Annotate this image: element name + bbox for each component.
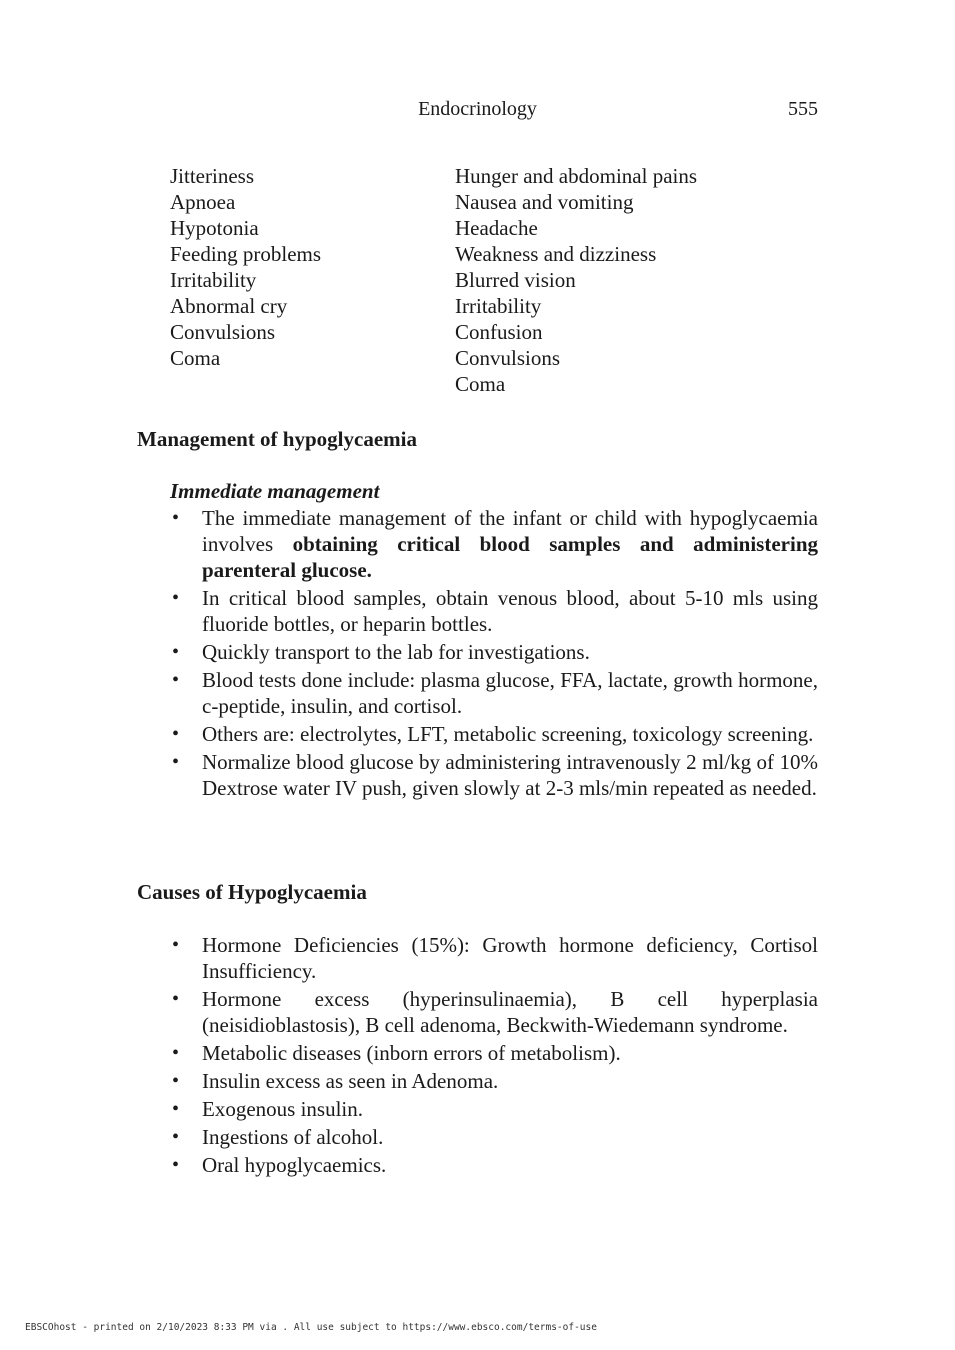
list-item: • Blood tests done include: plasma glucose, FFA, lactate, growth hormone, c-peptide, insulin, and cortisol. [170,667,818,719]
symptom-item: Jitteriness [170,164,254,188]
symptom-item: Convulsions [170,320,276,344]
symptom-item: Irritability [170,268,257,292]
page-number: 555 [788,98,818,120]
management-list [170,505,818,803]
list-item: • Insulin excess as seen in Adenoma. [170,1068,818,1094]
symptom-item: Headache [455,216,538,240]
symptom-item: Convulsions [455,346,561,370]
symptom-item: Irritability [455,294,542,318]
list-item: • In critical blood samples, obtain venous blood, about 5-10 mls using fluoride bottles, or heparin bottles. [170,585,818,637]
symptom-item: Weakness and dizziness [455,242,657,266]
running-header-title: Endocrinology [418,98,537,120]
symptom-item: Coma [455,372,506,396]
symptom-item: Hunger and abdominal pains [455,164,698,188]
symptoms-infant-column [170,163,321,371]
symptom-item: Hypotonia [170,216,259,240]
causes-heading: Causes of Hypoglycaemia [137,880,367,904]
symptom-item: Blurred vision [455,268,576,292]
symptom-item: Apnoea [170,190,236,214]
symptom-item: Feeding problems [170,242,322,266]
list-item: • Oral hypoglycaemics. [170,1152,818,1178]
print-footer: EBSCOhost - printed on 2/10/2023 8:33 PM via . All use subject to https://www.ebsco.com/terms-of-use [25,1322,597,1333]
list-item: • Hormone excess (hyperinsulinaemia), B cell hyperplasia (neisidioblastosis), B cell adenoma, Beckwith-Wiedemann syndrome. [170,986,818,1038]
symptom-item: Nausea and vomiting [455,190,634,214]
symptom-item: Abnormal cry [170,294,288,318]
list-item: • Metabolic diseases (inborn errors of metabolism). [170,1040,818,1066]
symptom-item: Confusion [455,320,543,344]
list-item: • Ingestions of alcohol. [170,1124,818,1150]
list-item: • Quickly transport to the lab for investigations. [170,639,818,665]
list-item-text: The immediate management of the infant or child with hypoglycaemia involves [202,506,818,556]
causes-list [170,932,818,1180]
list-item: • Hormone Deficiencies (15%): Growth hormone deficiency, Cortisol Insufficiency. [170,932,818,984]
list-item: • Others are: electrolytes, LFT, metabolic screening, toxicology screening. [170,721,818,747]
symptom-item: Coma [170,346,221,370]
list-item: • Normalize blood glucose by administering intravenously 2 ml/kg of 10% Dextrose water IV push, given slowly at 2-3 mls/min repeated as needed. [170,749,818,801]
list-item-bold-text: obtaining critical blood samples and administering parenteral glucose. [202,532,818,582]
immediate-management-subheading: Immediate management [170,479,380,503]
list-item [170,505,818,583]
list-item: • Exogenous insulin. [170,1096,818,1122]
symptoms-child-column [455,163,697,397]
management-heading: Management of hypoglycaemia [137,427,417,451]
